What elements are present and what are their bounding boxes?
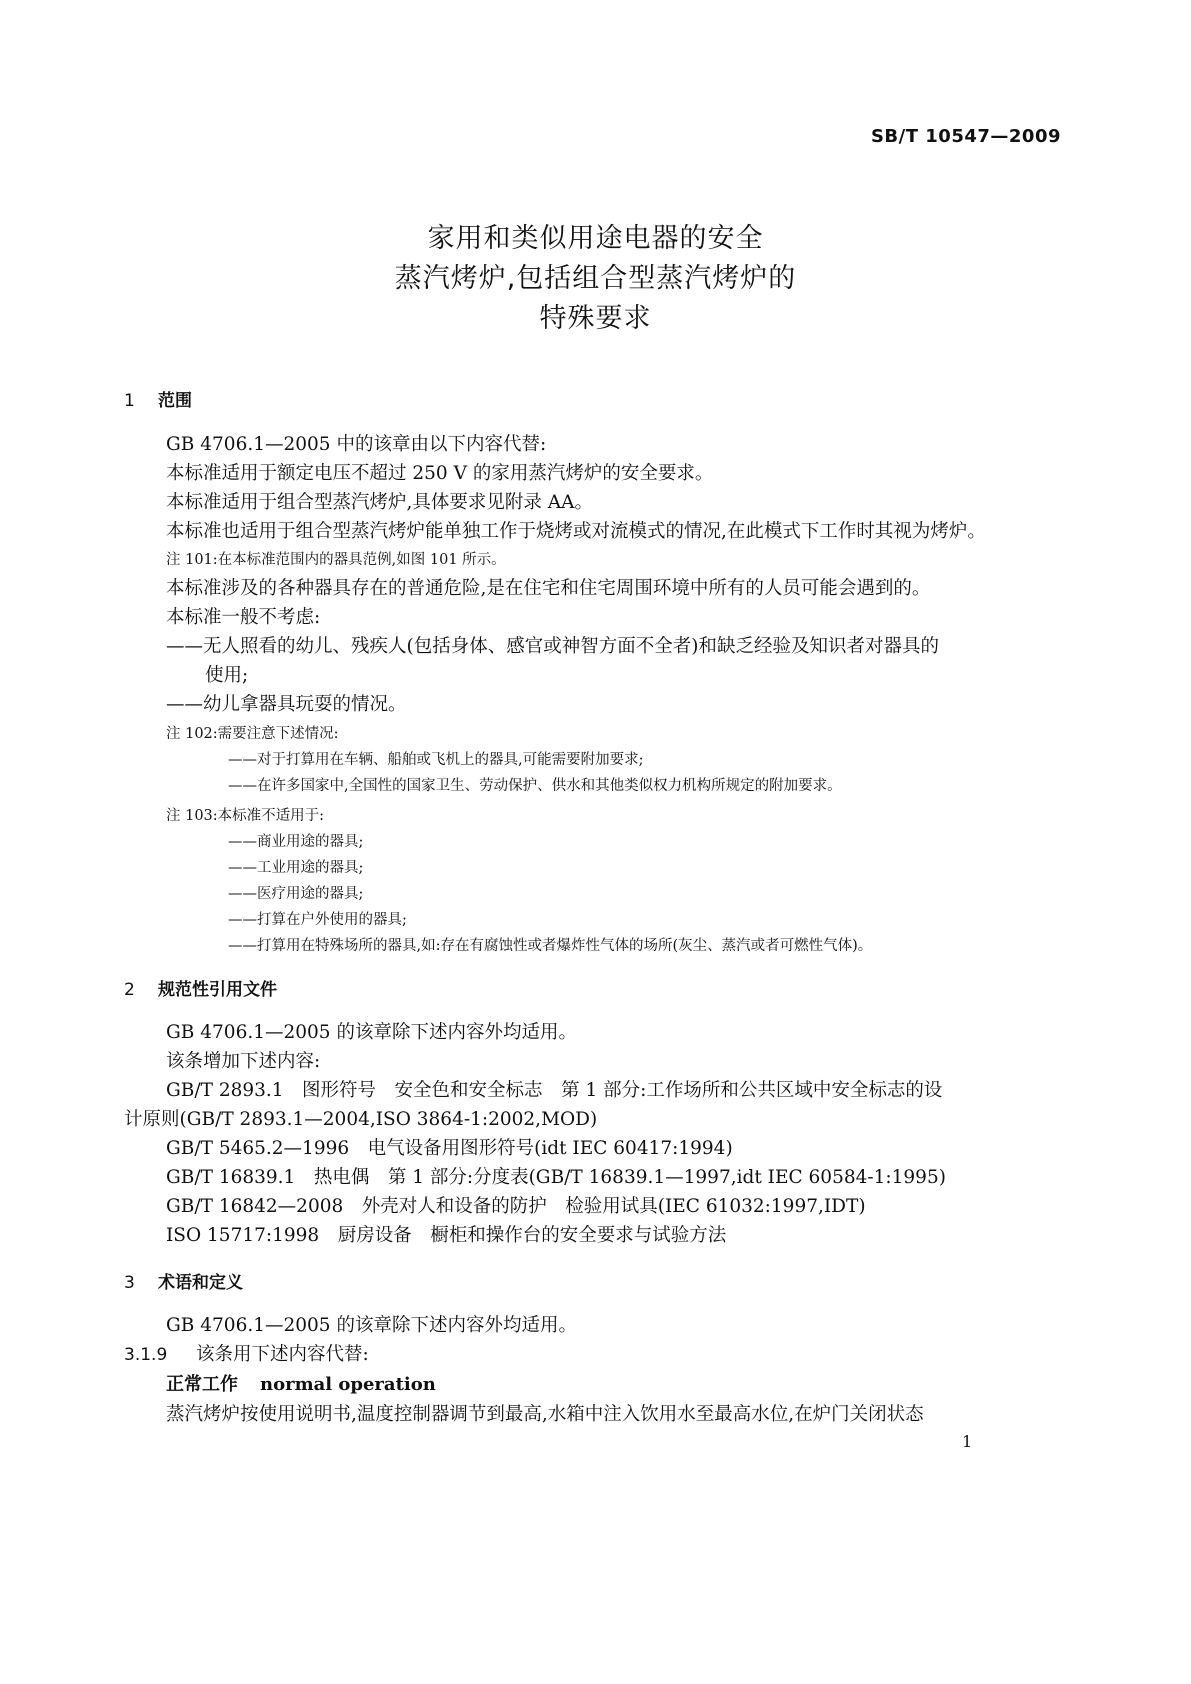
note-103: 注 103:本标准不适用于: (166, 808, 325, 824)
document-title-line2: 蒸汽烤炉,包括组合型蒸汽烤炉的 (394, 263, 797, 294)
reference-entry: GB/T 16842—2008 外壳对人和设备的防护 检验用试具(IEC 61032:1997,IDT) (166, 1196, 866, 1217)
document-title-line1: 家用和类似用途电器的安全 (427, 223, 764, 254)
reference-entry: GB/T 2893.1 图形符号 安全色和安全标志 第 1 部分:工作场所和公共区域中安全标志的设 (166, 1080, 943, 1101)
note-list-item: ——打算在户外使用的器具; (228, 912, 407, 928)
section-2-paragraph: 该条增加下述内容: (166, 1051, 321, 1072)
clause-3-1-9 (124, 1340, 369, 1366)
section-1-paragraph: 本标准适用于额定电压不超过 250 V 的家用蒸汽烤炉的安全要求。 (166, 463, 714, 484)
section-1-paragraph: 本标准适用于组合型蒸汽烤炉,具体要求见附录 AA。 (166, 492, 593, 513)
section-2-heading (124, 975, 277, 1000)
section-2-title: 规范性引用文件 (158, 980, 277, 1000)
clause-text: 该条用下述内容代替: (196, 1344, 369, 1365)
reference-entry-continuation: 计原则(GB/T 2893.1—2004,ISO 3864-1:2002,MOD) (124, 1109, 598, 1130)
note-list-item: ——对于打算用在车辆、船舶或飞机上的器具,可能需要附加要求; (228, 752, 644, 768)
section-1-paragraph: 本标准涉及的各种器具存在的普通危险,是在住宅和住宅周围环境中所有的人员可能会遇到的。 (166, 578, 931, 599)
term-chinese: 正常工作 (166, 1374, 238, 1395)
list-item: ——幼儿拿器具玩耍的情况。 (166, 694, 407, 715)
term-definition: 蒸汽烤炉按使用说明书,温度控制器调节到最高,水箱中注入饮用水至最高水位,在炉门关闭状态 (166, 1404, 924, 1425)
note-list-item: ——商业用途的器具; (228, 834, 364, 850)
reference-entry: GB/T 16839.1 热电偶 第 1 部分:分度表(GB/T 16839.1—1997,idt IEC 60584-1:1995) (166, 1167, 946, 1188)
section-1-title: 范围 (158, 391, 192, 411)
document-title-line3: 特殊要求 (539, 303, 652, 334)
reference-entry: GB/T 5465.2—1996 电气设备用图形符号(idt IEC 60417:1994) (166, 1138, 733, 1159)
section-3-number: 3 (124, 1273, 135, 1293)
list-item-continuation: 使用; (205, 665, 249, 686)
section-2-number: 2 (124, 980, 135, 1000)
section-1-paragraph: GB 4706.1—2005 中的该章由以下内容代替: (166, 434, 547, 455)
section-3-heading (124, 1268, 243, 1293)
note-list-item: ——医疗用途的器具; (228, 886, 364, 902)
clause-number: 3.1.9 (124, 1345, 168, 1365)
note-102: 注 102:需要注意下述情况: (166, 726, 339, 742)
list-item: ——无人照看的幼儿、残疾人(包括身体、感官或神智方面不全者)和缺乏经验及知识者对器具的 (166, 636, 939, 657)
page-number: 1 (962, 1432, 973, 1451)
section-3-paragraph: GB 4706.1—2005 的该章除下述内容外均适用。 (166, 1315, 577, 1336)
section-1-number: 1 (124, 391, 135, 411)
term-english: normal operation (260, 1374, 436, 1395)
section-1-paragraph: 本标准也适用于组合型蒸汽烤炉能单独工作于烧烤或对流模式的情况,在此模式下工作时其视为烤炉。 (166, 521, 986, 542)
term-heading (166, 1370, 436, 1396)
note-list-item: ——工业用途的器具; (228, 860, 364, 876)
section-3-title: 术语和定义 (158, 1273, 243, 1293)
section-2-paragraph: GB 4706.1—2005 的该章除下述内容外均适用。 (166, 1022, 577, 1043)
note-list-item: ——在许多国家中,全国性的国家卫生、劳动保护、供水和其他类似权力机构所规定的附加要求。 (228, 778, 842, 794)
standard-code: SB/T 10547—2009 (870, 126, 1061, 147)
note-101: 注 101:在本标准范围内的器具范例,如图 101 所示。 (166, 552, 506, 568)
section-1-heading (124, 386, 192, 411)
note-list-item: ——打算用在特殊场所的器具,如:存在有腐蚀性或者爆炸性气体的场所(灰尘、蒸汽或者可燃性气体)。 (228, 938, 873, 954)
reference-entry: ISO 15717:1998 厨房设备 橱柜和操作台的安全要求与试验方法 (166, 1225, 727, 1246)
section-1-paragraph: 本标准一般不考虑: (166, 607, 321, 628)
